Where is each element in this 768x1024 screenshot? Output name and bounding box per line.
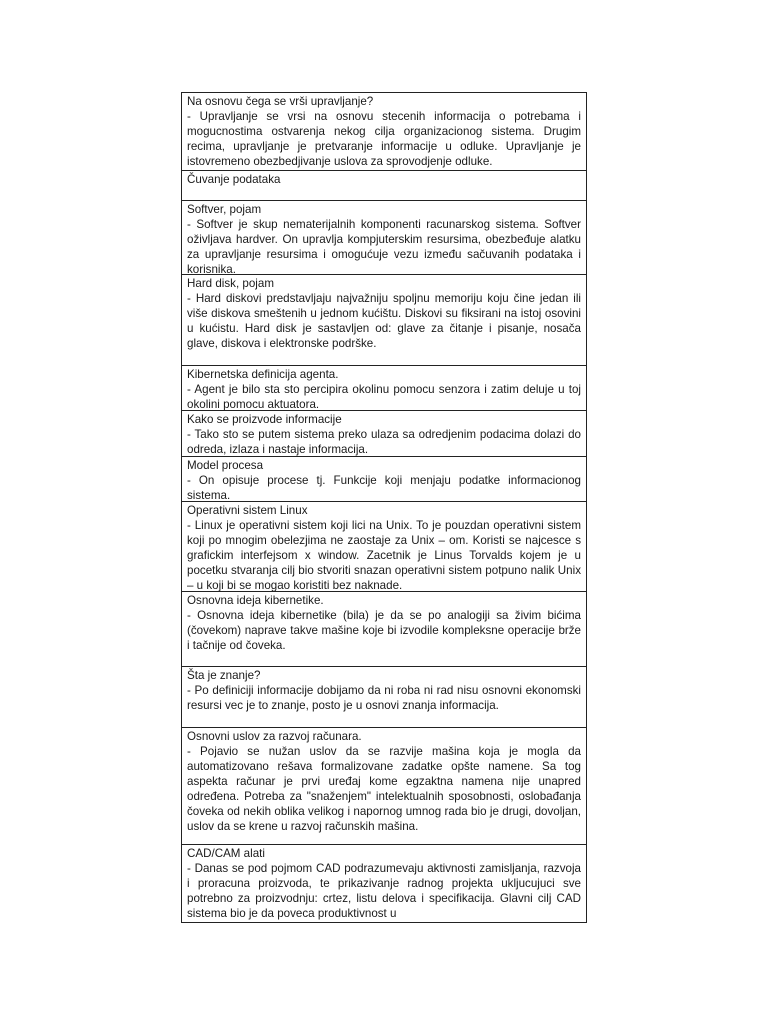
row-answer: - Osnovna ideja kibernetike (bila) je da se po analogiji sa živim bićima (čovekom) naprave takve mašine koje bi izvodile kompleksne operacije brže i tačnije od čoveka. (187, 609, 581, 652)
row-answer: - Linux je operativni sistem koji lici na Unix. To je pouzdan operativni sistem koji po mnogim obelezjima ne zaostaje za Unix – om. Koristi se najcesce s grafickim interfejsom x window. Zacetnik je Linus Torvalds kojem je u pocetku stvaranja cilj bio stvoriti snazan operativni sistem potpuno nalik Unix – u koji bi se mogao koristiti bez naknade. (187, 519, 581, 591)
row-answer: - Hard diskovi predstavljaju najvažniju spoljnu memoriju koju čine jedan ili više diskova smeštenih u jednom kućištu. Diskovi su fiksirani na istoj osovini u kućistu. Hard disk je sastavljen od: glave za čitanje i pisanje, nosača glave, diskova i elektronske podrške. (187, 292, 581, 350)
row-question: Model procesa (187, 459, 264, 472)
row-question: Operativni sistem Linux (187, 504, 308, 517)
qa-row-znanje (182, 666, 586, 727)
row-answer: - Softver je skup nematerijalnih komponenti racunarskog sistema. Softver oživljava hardver. On upravlja kompjuterskim resursima, obezbeđuje alatku za upravljanje resursima i omogućuje vezu između sačuvanih podataka i korisnika. (187, 218, 581, 274)
qa-row-model-procesa (182, 456, 586, 501)
qa-row-razvoj-racunara (182, 727, 586, 844)
qa-table (181, 92, 587, 923)
qa-row-cad-cam (182, 844, 586, 922)
qa-row-proizvodnja-informacija (182, 410, 586, 456)
row-answer: - On opisuje procese tj. Funkcije koji menjaju podatke informacionog sistema. (187, 474, 581, 501)
row-question: CAD/CAM alati (187, 847, 265, 860)
row-answer: - Upravljanje se vrsi na osnovu stecenih informacija o potrebama i mogucnostima ostvarenja nekog cilja organizacionog sistema. Drugim recima, upravljanje je pretvaranje informacije u odluke. Upravljanje je istovremeno obezbedjivanje uslova za sprovodjenje odluke. (187, 110, 581, 168)
qa-row-hard-disk (182, 274, 586, 365)
qa-row-softver (182, 200, 586, 274)
row-question: Na osnovu čega se vrši upravljanje? (187, 95, 374, 108)
row-answer: - Tako sto se putem sistema preko ulaza sa odredjenim podacima dolazi do odreda, izlaza i nastaje informacija. (187, 428, 581, 456)
qa-row-cuvanje-podataka (182, 170, 586, 200)
row-question: Osnovna ideja kibernetike. (187, 594, 324, 607)
qa-row-upravljanje (182, 93, 586, 170)
row-question: Kako se proizvode informacije (187, 413, 342, 426)
qa-row-kibernetska-definicija-agenta (182, 365, 586, 410)
row-answer: - Danas se pod pojmom CAD podrazumevaju aktivnosti zamisljanja, razvoja i proracuna proizvoda, te prikazivanje radnog projekta ukljucujuci sve potrebno za proizvodnju: crtez, listu delova i specifikacija. Glavni cilj CAD sistema bio je da poveca produktivnost u (187, 862, 581, 920)
row-answer: - Pojavio se nužan uslov da se razvije mašina koja je mogla da automatizovano rešava formalizovane zadatke opšte namene. Sa tog aspekta računar je prvi uređaj kome egzaktna namena nije unapred određena. Potreba za "snaženjem" intelektualnih sposobnosti, oslobađanja čoveka od nekih oblika velikog i napornog umnog rada bio je drugi, dovoljan, uslov da se krene u razvoj računskih mašina. (187, 745, 581, 833)
row-question: Osnovni uslov za razvoj računara. (187, 730, 362, 743)
qa-row-ideja-kibernetike (182, 591, 586, 666)
row-answer: - Agent je bilo sta sto percipira okolinu pomocu senzora i zatim deluje u toj okolini pomocu aktuatora. (187, 383, 581, 410)
row-question: Kibernetska definicija agenta. (187, 368, 339, 381)
row-answer: - Po definiciji informacije dobijamo da ni roba ni rad nisu osnovni ekonomski resursi vec je to znanje, posto je u osnovi znanja informacija. (187, 684, 581, 712)
qa-row-linux (182, 501, 586, 591)
row-question: Hard disk, pojam (187, 277, 274, 290)
row-question: Čuvanje podataka (187, 173, 281, 186)
row-question: Softver, pojam (187, 203, 262, 216)
row-question: Šta je znanje? (187, 669, 261, 682)
